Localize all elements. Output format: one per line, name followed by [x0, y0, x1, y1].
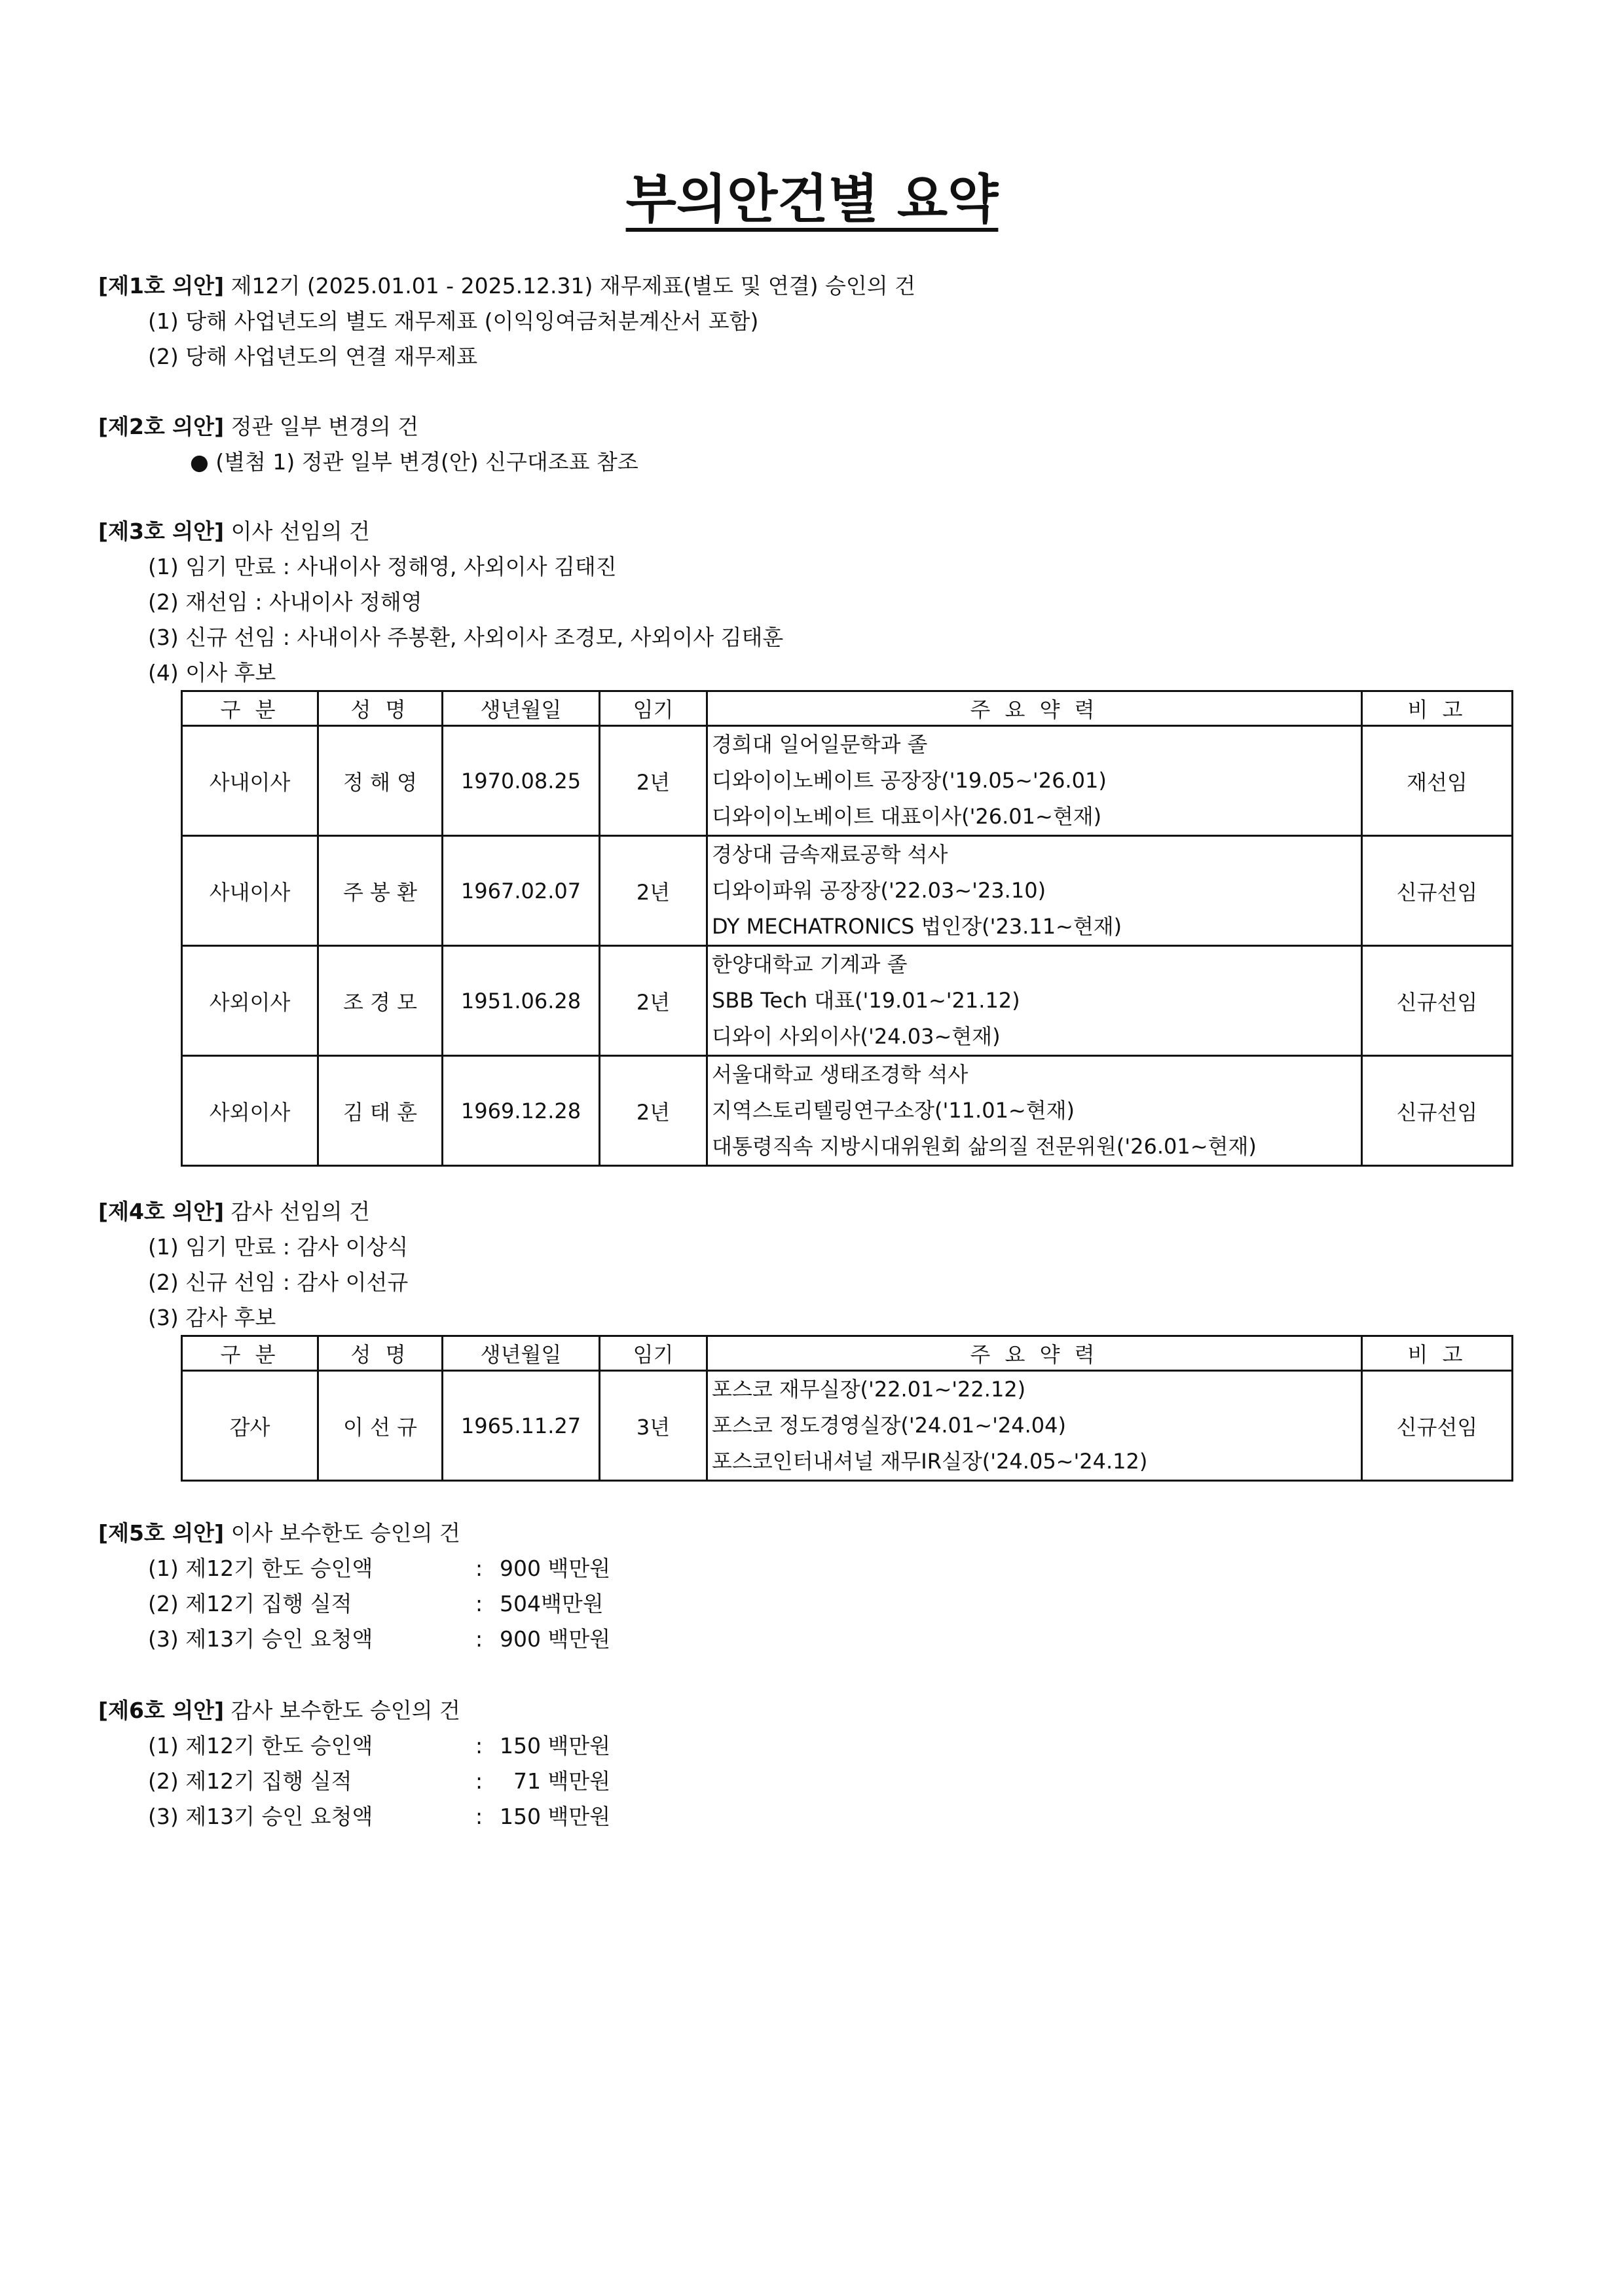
amount-label: (2) 제12기 집행 실적	[148, 1768, 352, 1794]
cell-name: 주 봉 환	[318, 836, 443, 946]
amount-unit: 백만원	[547, 1733, 611, 1758]
cell-birth: 1969.12.28	[443, 1056, 600, 1166]
career-line: 서울대학교 생태조경학 석사	[712, 1062, 969, 1087]
career-line: 포스코 재무실장('22.01~'22.12)	[712, 1377, 1026, 1402]
director-candidates-table	[181, 690, 1513, 1167]
table-row	[182, 726, 1513, 836]
header-type: 구 분	[182, 1336, 318, 1371]
header-name: 성 명	[318, 691, 443, 726]
header-term: 임기	[600, 1336, 707, 1371]
table-header-row	[182, 691, 1513, 726]
page-title: 부의안건별 요약	[625, 169, 999, 230]
cell-note: 재선임	[1362, 726, 1513, 836]
agenda-4-heading	[98, 1194, 370, 1230]
cell-birth: 1970.08.25	[443, 726, 600, 836]
agenda-1-item: (2) 당해 사업년도의 연결 재무제표	[148, 344, 478, 369]
cell-name: 이 선 규	[318, 1371, 443, 1481]
career-line: 포스코 정도경영실장('24.01~'24.04)	[712, 1413, 1066, 1438]
cell-term: 3년	[600, 1371, 707, 1481]
agenda-6-tag: [제6호 의안]	[98, 1698, 225, 1723]
agenda-6-item	[148, 1728, 610, 1764]
cell-name: 김 태 훈	[318, 1056, 443, 1166]
career-line: 대통령직속 지방시대위원회 삶의질 전문위원('26.01~현재)	[712, 1134, 1257, 1159]
table-row	[182, 946, 1513, 1056]
table-row	[182, 1371, 1513, 1481]
agenda-5-title: 이사 보수한도 승인의 건	[231, 1520, 460, 1546]
cell-career	[707, 1056, 1362, 1166]
cell-name: 정 해 영	[318, 726, 443, 836]
cell-note: 신규선임	[1362, 836, 1513, 946]
agenda-5-heading	[98, 1516, 460, 1551]
agenda-3-item: (1) 임기 만료 : 사내이사 정해영, 사외이사 김태진	[148, 554, 617, 579]
header-birth: 생년월일	[443, 691, 600, 726]
amount-colon: :	[475, 1556, 483, 1581]
header-career: 주 요 약 력	[707, 1336, 1362, 1371]
amount-label: (1) 제12기 한도 승인액	[148, 1556, 373, 1581]
career-line: 한양대학교 기계과 졸	[712, 952, 908, 977]
agenda-2-title: 정관 일부 변경의 건	[231, 414, 419, 439]
cell-type: 사외이사	[182, 1056, 318, 1166]
amount-value: 504	[500, 1591, 541, 1616]
agenda-3-item: (2) 재선임 : 사내이사 정해영	[148, 589, 422, 615]
career-line: 디와이 사외이사('24.03~현재)	[712, 1024, 1001, 1049]
agenda-2-bullet: ● (별첨 1) 정관 일부 변경(안) 신구대조표 참조	[190, 449, 638, 475]
agenda-3-heading	[98, 514, 370, 549]
career-line: 지역스토리텔링연구소장('11.01~현재)	[712, 1098, 1075, 1123]
career-line: 디와이이노베이트 공장장('19.05~'26.01)	[712, 768, 1107, 793]
cell-note: 신규선임	[1362, 1371, 1513, 1481]
auditor-candidates-table	[181, 1335, 1513, 1482]
amount-value: 900	[500, 1556, 541, 1581]
career-line: DY MECHATRONICS 법인장('23.11~현재)	[712, 914, 1122, 939]
cell-term: 2년	[600, 726, 707, 836]
cell-career	[707, 1371, 1362, 1481]
agenda-4-item: (2) 신규 선임 : 감사 이선규	[148, 1269, 409, 1295]
cell-note: 신규선임	[1362, 946, 1513, 1056]
career-line: 디와이파워 공장장('22.03~'23.10)	[712, 878, 1046, 903]
cell-name: 조 경 모	[318, 946, 443, 1056]
cell-term: 2년	[600, 836, 707, 946]
amount-value: 150	[500, 1804, 541, 1829]
amount-unit: 백만원	[547, 1626, 611, 1652]
amount-colon: :	[475, 1768, 483, 1794]
agenda-3-item: (4) 이사 후보	[148, 660, 276, 685]
table-header-row	[182, 1336, 1513, 1371]
amount-label: (1) 제12기 한도 승인액	[148, 1733, 373, 1758]
amount-label: (3) 제13기 승인 요청액	[148, 1804, 373, 1829]
amount-colon: :	[475, 1733, 483, 1758]
cell-birth: 1965.11.27	[443, 1371, 600, 1481]
amount-value: 150	[500, 1733, 541, 1758]
cell-type: 감사	[182, 1371, 318, 1481]
table-row	[182, 836, 1513, 946]
agenda-6-title: 감사 보수한도 승인의 건	[231, 1698, 460, 1723]
cell-type: 사내이사	[182, 726, 318, 836]
agenda-4-item: (3) 감사 후보	[148, 1305, 276, 1330]
cell-career	[707, 836, 1362, 946]
agenda-5-item	[148, 1586, 604, 1622]
career-line: 포스코인터내셔널 재무IR실장('24.05~'24.12)	[712, 1449, 1148, 1474]
header-birth: 생년월일	[443, 1336, 600, 1371]
agenda-5-item	[148, 1622, 610, 1657]
agenda-2-heading	[98, 409, 418, 445]
cell-term: 2년	[600, 946, 707, 1056]
amount-unit: 백만원	[547, 1556, 611, 1581]
agenda-6-heading	[98, 1693, 460, 1728]
cell-career	[707, 726, 1362, 836]
cell-note: 신규선임	[1362, 1056, 1513, 1166]
agenda-3-tag: [제3호 의안]	[98, 519, 225, 544]
amount-label: (2) 제12기 집행 실적	[148, 1591, 352, 1616]
agenda-6-item	[148, 1764, 610, 1799]
agenda-3-title: 이사 선임의 건	[231, 519, 370, 544]
agenda-1-title: 제12기 (2025.01.01 - 2025.12.31) 재무제표(별도 및 연결) 승인의 건	[231, 273, 916, 299]
career-line: SBB Tech 대표('19.01~'21.12)	[712, 988, 1020, 1013]
header-term: 임기	[600, 691, 707, 726]
agenda-4-tag: [제4호 의안]	[98, 1199, 225, 1224]
amount-unit: 백만원	[547, 1768, 611, 1794]
header-type: 구 분	[182, 691, 318, 726]
cell-term: 2년	[600, 1056, 707, 1166]
amount-colon: :	[475, 1591, 483, 1616]
agenda-5-tag: [제5호 의안]	[98, 1520, 225, 1546]
cell-career	[707, 946, 1362, 1056]
amount-value: 71	[513, 1768, 541, 1794]
agenda-3-item: (3) 신규 선임 : 사내이사 주봉환, 사외이사 조경모, 사외이사 김태훈	[148, 625, 784, 650]
agenda-1-heading	[98, 268, 915, 304]
agenda-4-item: (1) 임기 만료 : 감사 이상식	[148, 1234, 409, 1260]
cell-birth: 1951.06.28	[443, 946, 600, 1056]
header-name: 성 명	[318, 1336, 443, 1371]
agenda-2-tag: [제2호 의안]	[98, 414, 225, 439]
cell-type: 사외이사	[182, 946, 318, 1056]
amount-colon: :	[475, 1626, 483, 1652]
header-note: 비 고	[1362, 1336, 1513, 1371]
agenda-6-item	[148, 1799, 610, 1834]
header-career: 주 요 약 력	[707, 691, 1362, 726]
amount-label: (3) 제13기 승인 요청액	[148, 1626, 373, 1652]
amount-colon: :	[475, 1804, 483, 1829]
amount-value: 900	[500, 1626, 541, 1652]
header-note: 비 고	[1362, 691, 1513, 726]
agenda-5-item	[148, 1551, 610, 1586]
agenda-1-item: (1) 당해 사업년도의 별도 재무제표 (이익잉여금처분계산서 포함)	[148, 308, 759, 334]
amount-unit: 백만원	[541, 1591, 604, 1616]
cell-type: 사내이사	[182, 836, 318, 946]
agenda-1-tag: [제1호 의안]	[98, 273, 225, 299]
agenda-4-title: 감사 선임의 건	[231, 1199, 370, 1224]
amount-unit: 백만원	[547, 1804, 611, 1829]
table-row	[182, 1056, 1513, 1166]
career-line: 경상대 금속재료공학 석사	[712, 842, 948, 867]
cell-birth: 1967.02.07	[443, 836, 600, 946]
career-line: 디와이이노베이트 대표이사('26.01~현재)	[712, 804, 1102, 829]
career-line: 경희대 일어일문학과 졸	[712, 732, 928, 757]
